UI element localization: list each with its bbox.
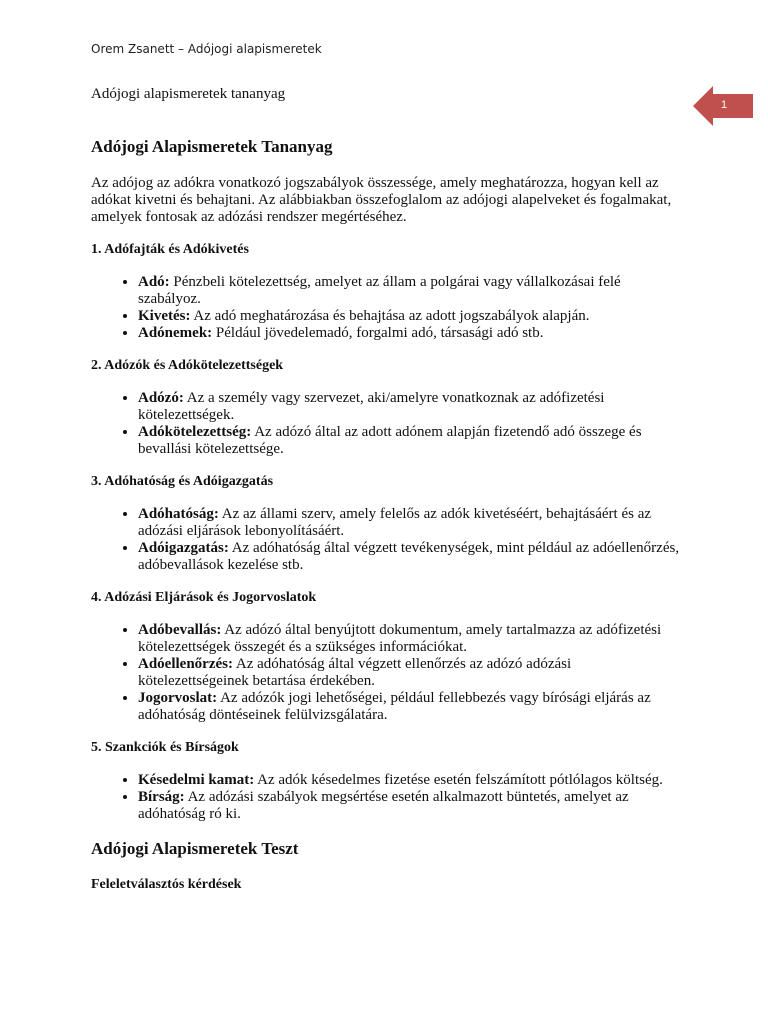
- list-item: [138, 506, 681, 540]
- term-definition: Az a személy vagy szervezet, aki/amelyre vonatkoznak az adófizetési kötelezettségek.: [138, 390, 605, 423]
- section-heading: 4. Adózási Eljárások és Jogorvoslatok: [91, 590, 317, 605]
- term-definition: Az adó meghatározása és behajtása az adott jogszabályok alapján.: [190, 308, 590, 324]
- term-definition: Az adóhatóság által végzett ellenőrzés az adózó adózási kötelezettségeinek betartása érdekében.: [138, 656, 572, 689]
- term-label: Adózó:: [138, 390, 184, 406]
- term-label: Adó:: [138, 274, 170, 290]
- document-title: Adójogi Alapismeretek Tananyag: [91, 137, 333, 156]
- list-item: [138, 274, 681, 308]
- list-item: [138, 656, 681, 690]
- list-item: [138, 772, 681, 789]
- section-heading: 1. Adófajták és Adókivetés: [91, 242, 249, 257]
- term-label: Adóellenőrzés:: [138, 656, 233, 672]
- term-definition: Az adózó által az adott adónem alapján fizetendő adó összege és bevallási kötelezettsége.: [138, 424, 642, 457]
- list-item: [138, 622, 681, 656]
- term-definition: Az adózási szabályok megsértése esetén alkalmazott büntetés, amelyet az adóhatóság ró ki.: [138, 789, 629, 822]
- list-item: [138, 540, 681, 574]
- term-label: Adóbevallás:: [138, 622, 222, 638]
- intro-paragraph: Az adójog az adókra vonatkozó jogszabályok összessége, amely meghatározza, hogyan kell az adókat kivetni és behajtani. Az alábbiakban összefoglalom az adójogi alapelveket és fogalmakat, amelyek fontosak az adózási rendszer megértéséhez.: [91, 175, 672, 225]
- section-heading: 2. Adózók és Adókötelezettségek: [91, 358, 284, 373]
- test-title: Adójogi Alapismeretek Teszt: [91, 839, 299, 858]
- section-heading: 5. Szankciók és Bírságok: [91, 740, 239, 755]
- term-label: Adónemek:: [138, 325, 213, 341]
- list-item: [138, 325, 681, 342]
- left-arrow-icon: [693, 86, 753, 126]
- term-definition: Pénzbeli kötelezettség, amelyet az állam a polgárai vagy vállalkozásai felé szabályoz.: [138, 274, 621, 307]
- section-list: [91, 274, 681, 342]
- list-item: [138, 690, 681, 724]
- document-subtitle: Adójogi alapismeretek tananyag: [91, 86, 286, 102]
- list-item: [138, 789, 681, 823]
- term-label: Kivetés:: [138, 308, 191, 324]
- term-label: Jogorvoslat:: [138, 690, 218, 706]
- term-label: Adóigazgatás:: [138, 540, 229, 556]
- list-item: [138, 390, 681, 424]
- multiple-choice-heading: Feleletválasztós kérdések: [91, 877, 242, 892]
- term-label: Adóhatóság:: [138, 506, 219, 522]
- list-item: [138, 424, 681, 458]
- section-list: [91, 772, 681, 823]
- sections-container: [91, 241, 681, 823]
- section-list: [91, 390, 681, 458]
- list-item: [138, 308, 681, 325]
- term-label: Bírság:: [138, 789, 185, 805]
- term-definition: Az adóhatóság által végzett tevékenységek, mint például az adóellenőrzés, adóbevallások kezelése stb.: [138, 540, 680, 573]
- page-number-badge: [693, 86, 753, 126]
- term-definition: Az adók késedelmes fizetése esetén felszámított pótlólagos költség.: [254, 772, 663, 788]
- term-definition: Például jövedelemadó, forgalmi adó, társasági adó stb.: [212, 325, 544, 341]
- page-header: Orem Zsanett – Adójogi alapismeretek: [91, 42, 322, 56]
- section-list: [91, 506, 681, 574]
- document-body: [91, 86, 681, 893]
- page-number: 1: [721, 99, 728, 111]
- section-list: [91, 622, 681, 724]
- term-label: Adókötelezettség:: [138, 424, 252, 440]
- term-definition: Az az állami szerv, amely felelős az adók kivetéséért, behajtásáért és az adózási eljárások lebonyolításáért.: [138, 506, 652, 539]
- section-heading: 3. Adóhatóság és Adóigazgatás: [91, 474, 274, 489]
- term-definition: Az adózó által benyújtott dokumentum, amely tartalmazza az adófizetési kötelezettségek összegét és a szükséges információkat.: [138, 622, 662, 655]
- term-label: Késedelmi kamat:: [138, 772, 255, 788]
- term-definition: Az adózók jogi lehetőségei, például fellebbezés vagy bírósági eljárás az adóhatóság döntéseinek felülvizsgálatára.: [138, 690, 651, 723]
